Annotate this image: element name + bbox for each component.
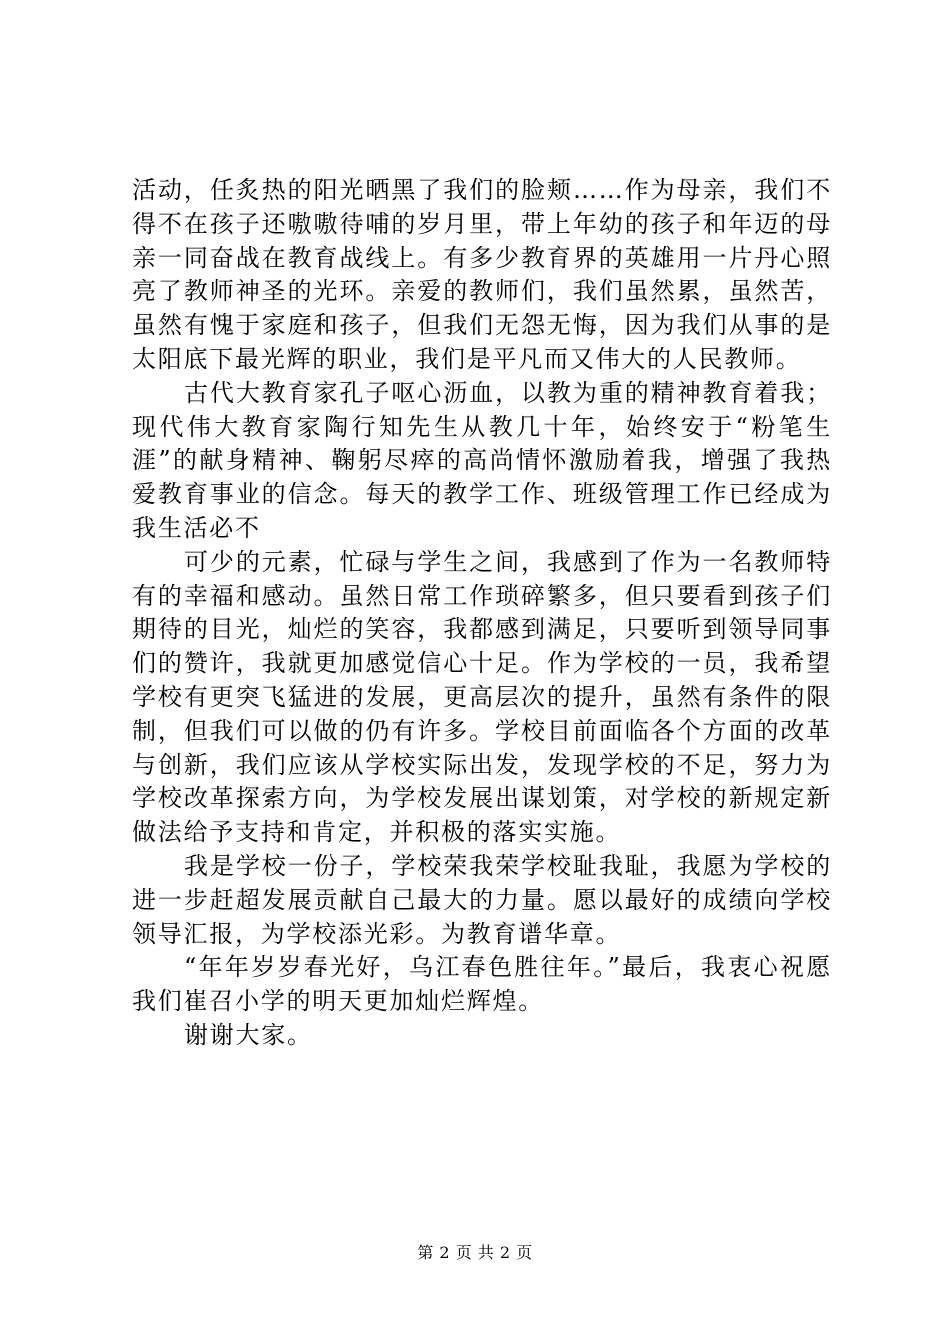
page-footer: 第 2 页 共 2 页 (417, 1243, 533, 1262)
paragraph-thanks: 谢谢大家。 (184, 1020, 313, 1049)
paragraph-continuation: 活动，任炙热的阳光晒黑了我们的脸颊……作为母亲，我们不得不在孩子还嗷嗷待哺的岁月里，带上年幼的孩子和年迈的母亲一同奋战在教育战线上。有多少教育界的英雄用一片丹心照亮了教师神圣的光环。亲爱的教师们，我们虽然累，虽然苦，虽然有愧于家庭和孩子，但我们无怨无悔，因为我们从事的是太阳底下最光辉的职业，我们是平凡而又伟大的人民教师。 (132, 176, 832, 373)
document-body (132, 174, 832, 1053)
paragraph-confucius: 古代大教育家孔子呕心沥血，以教为重的精神教育着我；现代伟大教育家陶行知先生从教几十年，始终安于“粉笔生涯”的献身精神、鞠躬尽瘁的高尚情怀激励着我，增强了我热爱教育事业的信念。每天的教学工作、班级管理工作已经成为我生活必不 (132, 378, 832, 542)
paragraph-commitment: 我是学校一份子，学校荣我荣学校耻我耻，我愿为学校的进一步赶超发展贡献自己最大的力量。愿以最好的成绩向学校领导汇报，为学校添光彩。为教育谱华章。 (132, 851, 832, 948)
paragraph-blessing: “年年岁岁春光好，乌江春色胜往年。”最后，我衷心祝愿我们崔召小学的明天更加灿烂辉煌。 (132, 953, 832, 1016)
paragraph-school-role: 可少的元素，忙碌与学生之间，我感到了作为一名教师特有的幸福和感动。虽然日常工作琐碎繁多，但只要看到孩子们期待的目光，灿烂的笑容，我都感到满足，只要听到领导同事们的赞许，我就更加感觉信心十足。作为学校的一员，我希望学校有更突飞猛进的发展，更高层次的提升，虽然有条件的限制，但我们可以做的仍有许多。学校目前面临各个方面的改革与创新，我们应该从学校实际出发，发现学校的不足，努力为学校改革探索方向，为学校发展出谋划策，对学校的新规定新做法给予支持和肯定，并积极的落实实施。 (132, 547, 832, 847)
